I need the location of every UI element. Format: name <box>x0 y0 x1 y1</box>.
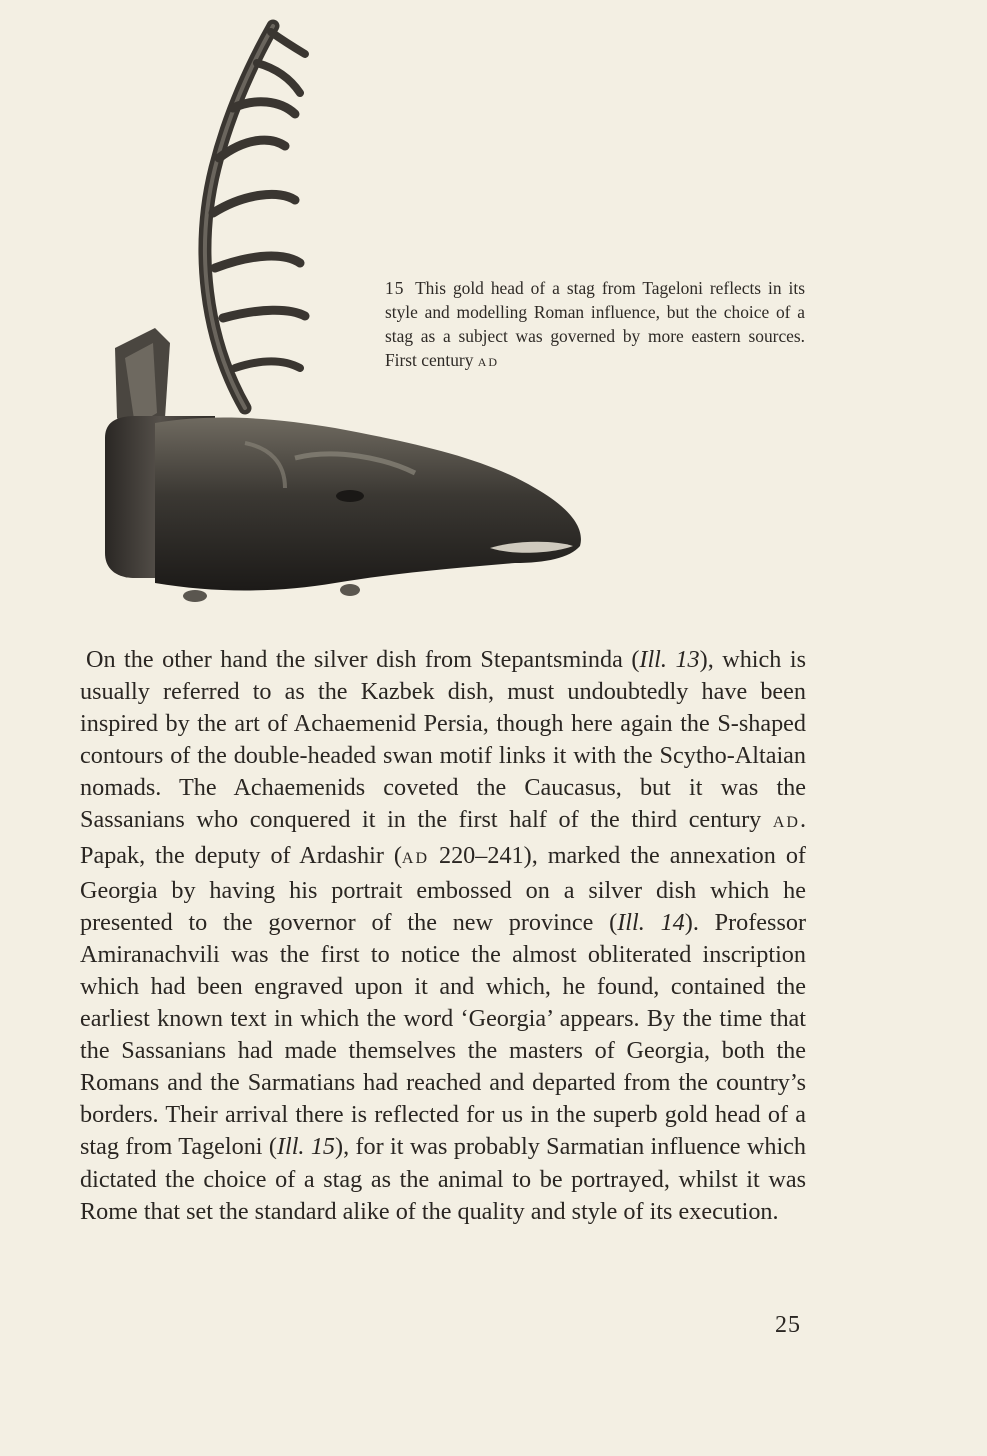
cross-reference: Ill. 13 <box>639 646 700 673</box>
body-text <box>80 644 806 1228</box>
page-number: 25 <box>775 1312 801 1338</box>
text-run: . Papak, the deputy of Ardashir ( <box>80 806 806 869</box>
text-run: 220–241), marked the annexation of Georgia by having his portrait embossed on a silver dish which he presented to the governor of the new province ( <box>80 841 806 936</box>
caption-number: 15 <box>385 278 405 298</box>
caption-text: This gold head of a stag from Tageloni reflects in its style and modelling Roman influence, but the choice of a stag as a subject was governed by more eastern sources. First century <box>385 278 805 370</box>
cross-reference: Ill. 15 <box>276 1133 336 1161</box>
text-run: On the other hand the silver dish from Stepantsminda ( <box>86 646 640 673</box>
figure-caption <box>385 276 805 374</box>
caption-era: AD <box>477 355 500 369</box>
era-abbreviation: AD <box>401 849 430 867</box>
text-run: ), which is usually referred to as the Kazbek dish, must undoubtedly have been inspired by the art of Achaemenid Persia, though here again the S-shaped contours of the double-headed swan motif links it with the Scytho-Altaian nomads. The Achaemenids coveted the Caucasus, but it was the Sassanians who conquered it in the first half of the third century <box>80 646 806 834</box>
body-paragraph <box>80 644 806 1228</box>
text-run: ). Professor Amiranachvili was the first to notice the almost obliterated inscription which had been engraved upon it and which, he found, contained the earliest known text in which the word ‘Georgia’ appears. By the time that the Sassanians had made themselves the masters of Georgia, both the Romans and the Sarmatians had reached and departed from the country’s borders. Their arrival there is reflected for us in the superb gold head of a stag from Tageloni ( <box>80 908 807 1161</box>
text-run: ), for it was probably Sarmatian influence which dictated the choice of a stag as the animal to be portrayed, whilst it was Rome that set the standard alike of the quality and style of its execution. <box>80 1133 807 1225</box>
era-abbreviation: AD <box>772 814 800 832</box>
cross-reference: Ill. 14 <box>617 908 685 936</box>
